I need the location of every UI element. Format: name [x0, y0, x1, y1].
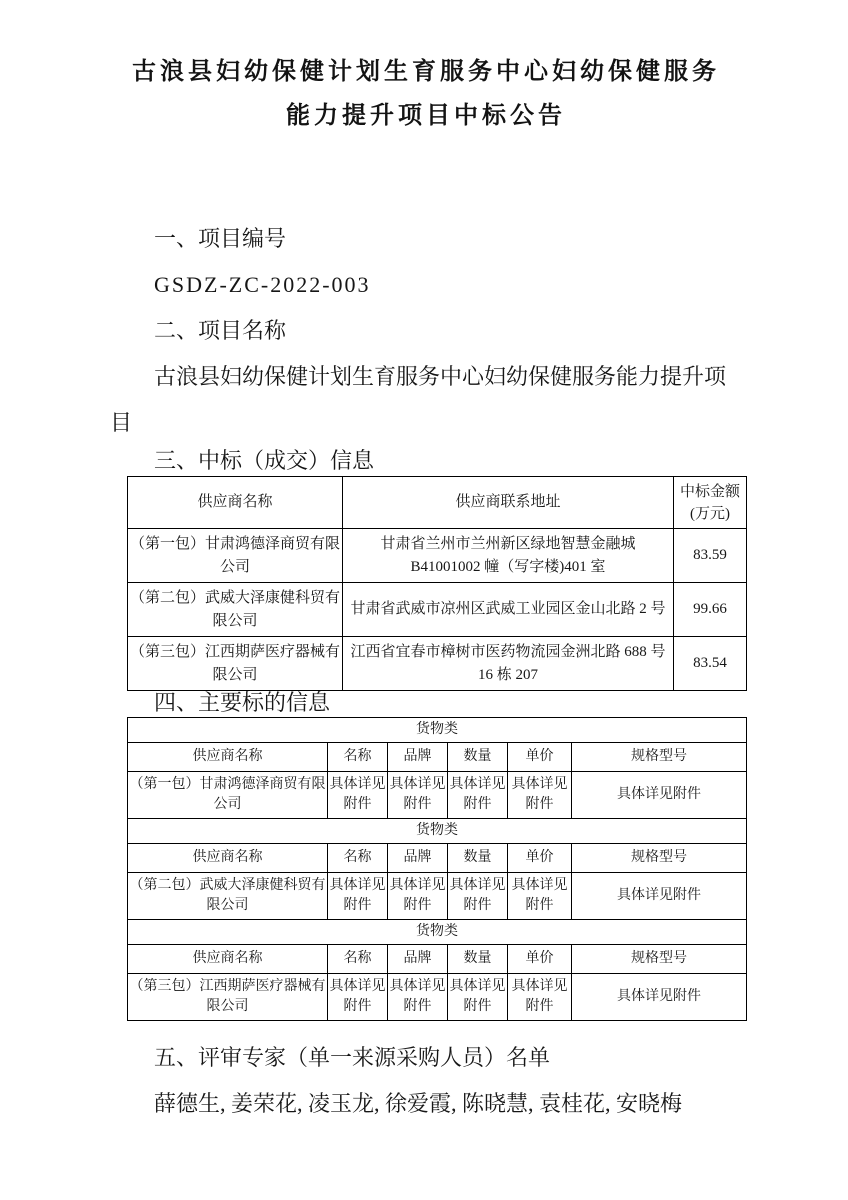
subject-header-brand: 品牌	[388, 743, 448, 772]
award-header-amount-line1: 中标金额	[679, 483, 740, 500]
award-table-header-row	[128, 477, 747, 529]
document-title	[110, 50, 742, 138]
table-row	[128, 529, 747, 583]
category-row	[128, 819, 747, 844]
address-cell: 江西省宜春市樟树市医药物流园金洲北路 688 号 16 栋 207	[343, 637, 674, 691]
section-3-heading: 三、中标（成交）信息	[154, 448, 375, 473]
award-header-supplier: 供应商名称	[128, 477, 343, 529]
address-cell: 甘肃省兰州市兰州新区绿地智慧金融城 B41001002 幢（写字楼)401 室	[343, 529, 674, 583]
supplier-cell: （第三包）江西期萨医疗器械有限公司	[128, 637, 343, 691]
supplier-cell: （第三包）江西期萨医疗器械有限公司	[128, 974, 328, 1021]
amount-cell: 99.66	[674, 583, 747, 637]
award-table	[127, 476, 747, 691]
detail-cell: 具体详见附件	[448, 974, 508, 1021]
project-number: GSDZ-ZC-2022-003	[154, 272, 371, 297]
detail-cell: 具体详见附件	[328, 772, 388, 819]
subject-header-name: 名称	[328, 743, 388, 772]
subject-header-model: 规格型号	[572, 945, 747, 974]
table-row	[128, 873, 747, 920]
subject-header-model: 规格型号	[572, 743, 747, 772]
subject-header-supplier: 供应商名称	[128, 743, 328, 772]
detail-cell: 具体详见附件	[508, 772, 572, 819]
supplier-cell: （第二包）武威大泽康健科贸有限公司	[128, 583, 343, 637]
subject-header-quantity: 数量	[448, 844, 508, 873]
section-1-heading: 一、项目编号	[154, 226, 287, 251]
subject-header-brand: 品牌	[388, 844, 448, 873]
subject-header-unit-price: 单价	[508, 945, 572, 974]
detail-cell: 具体详见附件	[508, 974, 572, 1021]
project-name: 古浪县妇幼保健计划生育服务中心妇幼保健服务能力提升项目	[110, 364, 727, 435]
subject-header-row	[128, 945, 747, 974]
award-header-amount-line2: (万元)	[690, 505, 730, 522]
expert-name-list: 薛德生, 姜荣花, 凌玉龙, 徐爱霞, 陈晓慧, 袁桂花, 安晓梅	[154, 1091, 683, 1116]
detail-cell: 具体详见附件	[388, 873, 448, 920]
award-header-address: 供应商联系地址	[343, 477, 674, 529]
category-cell: 货物类	[128, 718, 747, 743]
detail-cell: 具体详见附件	[572, 772, 747, 819]
amount-cell: 83.59	[674, 529, 747, 583]
amount-cell: 83.54	[674, 637, 747, 691]
detail-cell: 具体详见附件	[448, 873, 508, 920]
section-2-heading: 二、项目名称	[154, 318, 287, 343]
subject-header-supplier: 供应商名称	[128, 945, 328, 974]
detail-cell: 具体详见附件	[328, 873, 388, 920]
supplier-cell: （第一包）甘肃鸿德泽商贸有限公司	[128, 529, 343, 583]
address-cell: 甘肃省武威市凉州区武威工业园区金山北路 2 号	[343, 583, 674, 637]
detail-cell: 具体详见附件	[448, 772, 508, 819]
table-row	[128, 637, 747, 691]
document-title-line1: 古浪县妇幼保健计划生育服务中心妇幼保健服务	[132, 59, 720, 85]
award-header-amount	[674, 477, 747, 529]
subject-header-quantity: 数量	[448, 743, 508, 772]
subject-header-brand: 品牌	[388, 945, 448, 974]
section-5-heading: 五、评审专家（单一来源采购人员）名单	[154, 1045, 551, 1070]
category-cell: 货物类	[128, 819, 747, 844]
detail-cell: 具体详见附件	[572, 873, 747, 920]
subject-table	[127, 717, 747, 1021]
detail-cell: 具体详见附件	[328, 974, 388, 1021]
detail-cell: 具体详见附件	[388, 974, 448, 1021]
supplier-cell: （第一包）甘肃鸿德泽商贸有限公司	[128, 772, 328, 819]
subject-header-row	[128, 844, 747, 873]
subject-header-quantity: 数量	[448, 945, 508, 974]
table-row	[128, 974, 747, 1021]
table-row	[128, 772, 747, 819]
subject-header-unit-price: 单价	[508, 743, 572, 772]
subject-header-name: 名称	[328, 945, 388, 974]
category-cell: 货物类	[128, 920, 747, 945]
subject-header-model: 规格型号	[572, 844, 747, 873]
document-title-line2: 能力提升项目中标公告	[286, 103, 566, 129]
supplier-cell: （第二包）武威大泽康健科贸有限公司	[128, 873, 328, 920]
category-row	[128, 920, 747, 945]
detail-cell: 具体详见附件	[572, 974, 747, 1021]
subject-header-name: 名称	[328, 844, 388, 873]
subject-header-supplier: 供应商名称	[128, 844, 328, 873]
subject-header-unit-price: 单价	[508, 844, 572, 873]
category-row	[128, 718, 747, 743]
table-row	[128, 583, 747, 637]
detail-cell: 具体详见附件	[388, 772, 448, 819]
detail-cell: 具体详见附件	[508, 873, 572, 920]
subject-header-row	[128, 743, 747, 772]
section-4-heading: 四、主要标的信息	[154, 690, 331, 715]
